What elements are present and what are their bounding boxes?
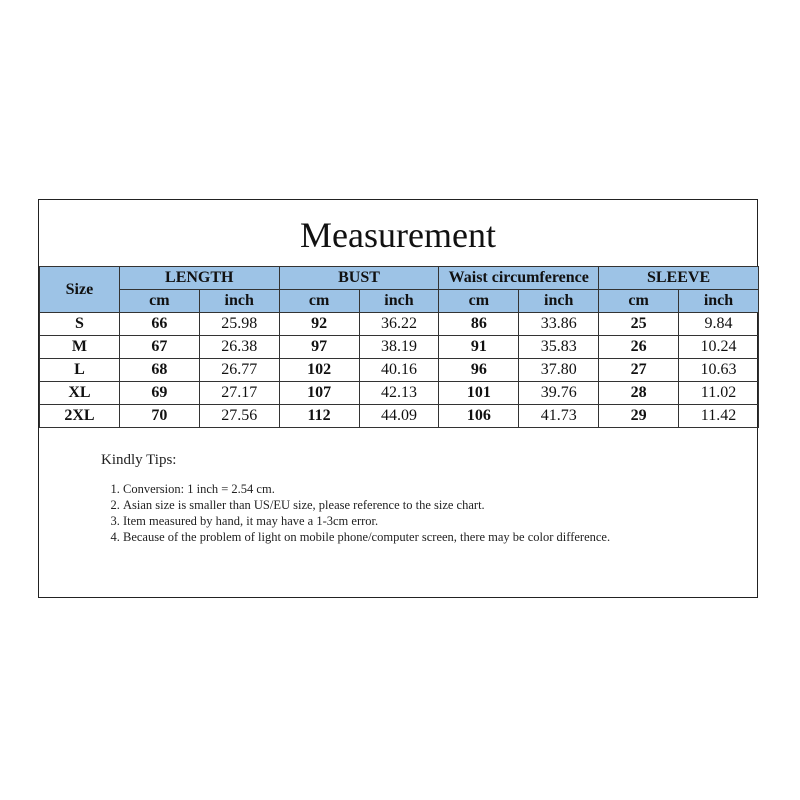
inch-cell: 37.80 <box>519 359 599 382</box>
cm-cell: 92 <box>279 313 359 336</box>
inch-cell: 27.56 <box>199 405 279 428</box>
size-cell: S <box>40 313 120 336</box>
inch-cell: 26.38 <box>199 336 279 359</box>
cm-cell: 27 <box>599 359 679 382</box>
cm-cell: 102 <box>279 359 359 382</box>
kindly-tips <box>101 452 610 545</box>
cm-cell: 91 <box>439 336 519 359</box>
inch-cell: 41.73 <box>519 405 599 428</box>
cm-cell: 68 <box>119 359 199 382</box>
header-row <box>40 267 759 290</box>
unit-row <box>40 290 759 313</box>
unit-header: inch <box>199 290 279 313</box>
tips-heading: Kindly Tips: <box>101 452 177 468</box>
inch-cell: 10.24 <box>679 336 759 359</box>
inch-cell: 10.63 <box>679 359 759 382</box>
size-cell: L <box>40 359 120 382</box>
table-row <box>40 405 759 428</box>
cm-cell: 70 <box>119 405 199 428</box>
unit-header: cm <box>599 290 679 313</box>
table-row <box>40 336 759 359</box>
tip-item: 1. Conversion: 1 inch = 2.54 cm. <box>123 481 610 497</box>
size-chart <box>38 199 758 598</box>
size-cell: 2XL <box>40 405 120 428</box>
cm-cell: 107 <box>279 382 359 405</box>
unit-header: inch <box>359 290 439 313</box>
cm-cell: 69 <box>119 382 199 405</box>
cm-cell: 106 <box>439 405 519 428</box>
cm-cell: 97 <box>279 336 359 359</box>
cm-cell: 29 <box>599 405 679 428</box>
unit-header: cm <box>439 290 519 313</box>
cm-cell: 25 <box>599 313 679 336</box>
group-header: BUST <box>279 267 439 290</box>
group-header: SLEEVE <box>599 267 759 290</box>
inch-cell: 40.16 <box>359 359 439 382</box>
inch-cell: 25.98 <box>199 313 279 336</box>
table-row <box>40 359 759 382</box>
inch-cell: 11.42 <box>679 405 759 428</box>
cm-cell: 67 <box>119 336 199 359</box>
group-header: LENGTH <box>119 267 279 290</box>
table-row <box>40 313 759 336</box>
inch-cell: 35.83 <box>519 336 599 359</box>
size-cell: XL <box>40 382 120 405</box>
cm-cell: 28 <box>599 382 679 405</box>
page-title: Measurement <box>300 215 496 255</box>
inch-cell: 39.76 <box>519 382 599 405</box>
cm-cell: 26 <box>599 336 679 359</box>
table-row <box>40 382 759 405</box>
group-header: Waist circumference <box>439 267 599 290</box>
inch-cell: 36.22 <box>359 313 439 336</box>
inch-cell: 44.09 <box>359 405 439 428</box>
unit-header: inch <box>519 290 599 313</box>
unit-header: cm <box>279 290 359 313</box>
cm-cell: 86 <box>439 313 519 336</box>
size-header: Size <box>40 267 120 313</box>
inch-cell: 42.13 <box>359 382 439 405</box>
cm-cell: 101 <box>439 382 519 405</box>
unit-header: cm <box>119 290 199 313</box>
inch-cell: 9.84 <box>679 313 759 336</box>
measurement-table <box>39 266 759 428</box>
cm-cell: 66 <box>119 313 199 336</box>
inch-cell: 33.86 <box>519 313 599 336</box>
cm-cell: 96 <box>439 359 519 382</box>
cm-cell: 112 <box>279 405 359 428</box>
tip-item: 4. Because of the problem of light on mobile phone/computer screen, there may be color difference. <box>123 529 610 545</box>
unit-header: inch <box>679 290 759 313</box>
tip-item: 3. Item measured by hand, it may have a 1-3cm error. <box>123 513 610 529</box>
inch-cell: 26.77 <box>199 359 279 382</box>
tip-item: 2. Asian size is smaller than US/EU size, please reference to the size chart. <box>123 497 610 513</box>
inch-cell: 38.19 <box>359 336 439 359</box>
inch-cell: 27.17 <box>199 382 279 405</box>
size-cell: M <box>40 336 120 359</box>
inch-cell: 11.02 <box>679 382 759 405</box>
